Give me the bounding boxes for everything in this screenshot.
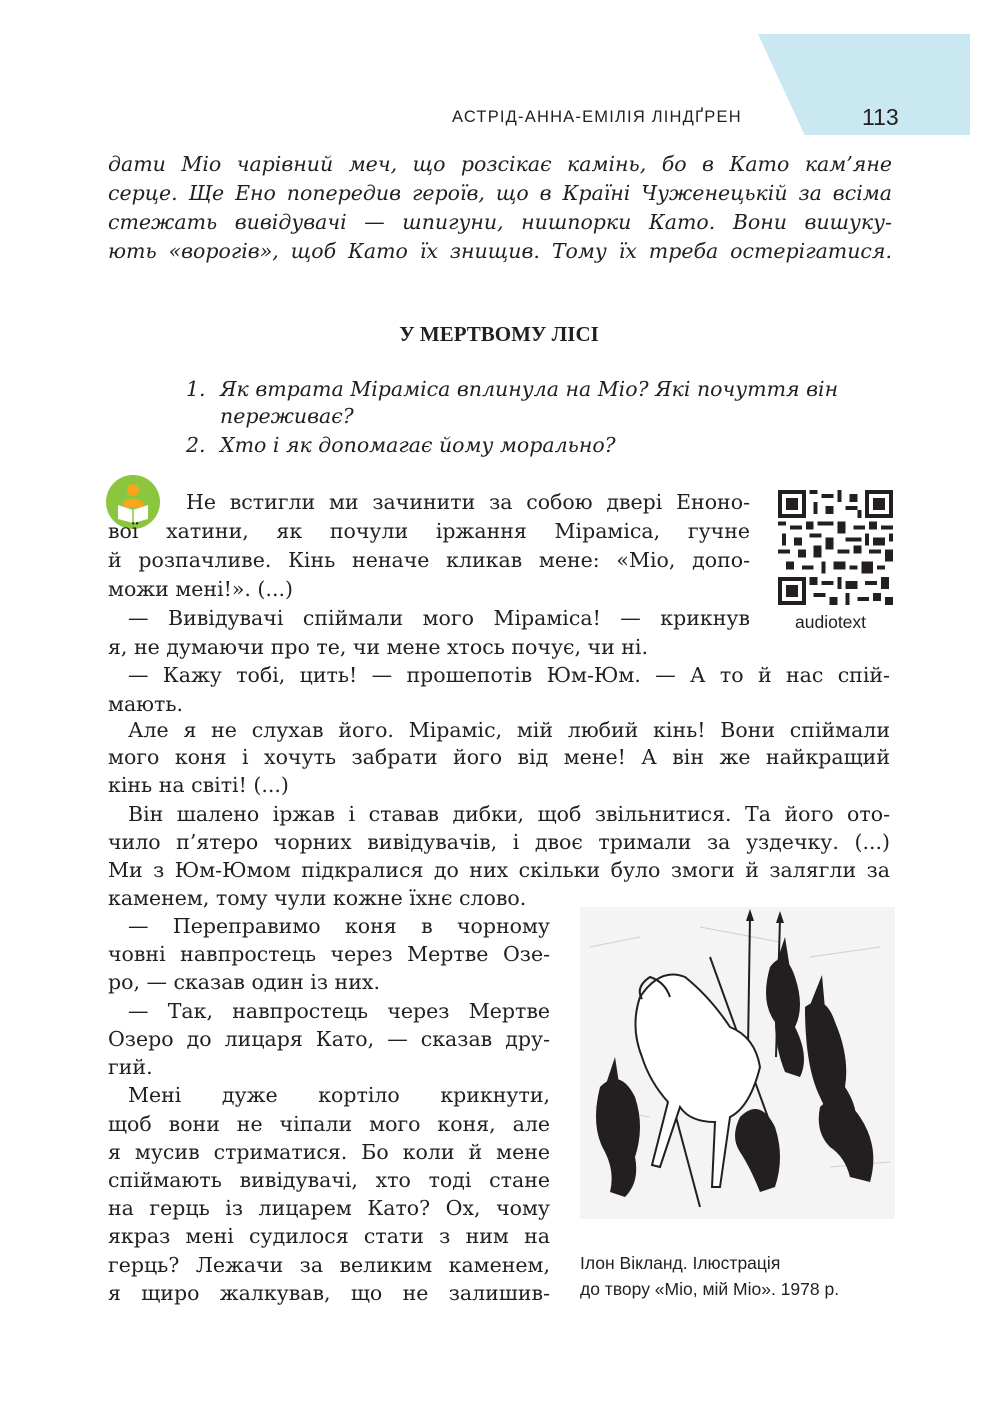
text-line: — Переправимо коня в чорному xyxy=(128,914,550,938)
figure-caption xyxy=(580,1250,839,1302)
intro-paragraph xyxy=(108,150,892,266)
section-title: У МЕРТВОМУ ЛІСІ xyxy=(399,322,599,346)
text-line: я щиро жалкував, що не залишив- xyxy=(108,1281,550,1305)
text-line: я, не думаючи про те, чи мене хтось почує, чи ні. xyxy=(108,635,648,659)
text-line: Він шалено іржав і ставав дибки, щоб звільнитися. Та його ото- xyxy=(128,802,890,826)
question-item xyxy=(186,432,896,459)
question-text: Як втрата Міраміса вплинула на Міо? Які почуття він переживає? xyxy=(220,377,839,428)
qr-code-icon[interactable] xyxy=(778,490,893,605)
text-line: ро, — сказав один із них. xyxy=(108,970,380,994)
intro-line: серце. Ще Ено попередив героїв, що в Країні Чуженецькій за всіма xyxy=(108,181,892,205)
caption-line: до твору «Міо, мій Міо». 1978 р. xyxy=(580,1279,840,1299)
text-line: й розпачливе. Кінь неначе кликав мене: «Міо, допо- xyxy=(108,548,750,572)
text-line: Але я не слухав його. Міраміс, мій любий кінь! Вони спіймали xyxy=(128,718,890,742)
intro-line: стежать вивідувачі — шпигуни, нишпорки Като. Вони вишуку- xyxy=(108,210,892,234)
text-line: Мені дуже кортіло крикнути, xyxy=(128,1083,550,1107)
question-list xyxy=(186,376,896,461)
question-number: 1. xyxy=(186,377,206,401)
text-line: чило п’ятеро чорних вивідувачів, і двоє тримали за уздечку. (...) xyxy=(108,830,890,854)
text-line: я мусив стриматися. Бо коли й мене xyxy=(108,1140,550,1164)
question-text: Хто і як допомагає йому морально? xyxy=(220,433,616,457)
text-line: Озеро до лицаря Като, — сказав дру- xyxy=(108,1027,550,1051)
text-line: — Так, навпростець через Мертве xyxy=(128,999,550,1023)
text-line: вої хатини, як почули іржання Міраміса, гучне xyxy=(108,519,750,543)
text-line: Не встигли ми зачинити за собою двері Еноно- xyxy=(186,490,750,514)
text-line: кінь на світі! (...) xyxy=(108,773,289,797)
text-line: спіймають вивідувачі, хто тоді стане xyxy=(108,1168,550,1192)
page-number: 113 xyxy=(862,104,899,130)
text-line: — Вивідувачі спіймали мого Міраміса! — крикнув xyxy=(128,606,750,630)
text-line: мого коня і хочуть забрати його від мене! А він же найкращий xyxy=(108,745,890,769)
question-number: 2. xyxy=(186,433,206,457)
illustration-image xyxy=(580,907,895,1219)
text-line: щоб вони не чіпали мого коня, але xyxy=(108,1112,550,1136)
text-line: можи мені!». (...) xyxy=(108,577,293,601)
text-line: герць? Лежачи за великим каменем, xyxy=(108,1253,550,1277)
text-line: якраз мені судилося стати з ним на xyxy=(108,1224,550,1248)
qr-label: audiotext xyxy=(795,612,867,632)
text-line: човні навпростець через Мертве Озе- xyxy=(108,942,550,966)
text-line: каменем, тому чули кожне їхнє слово. xyxy=(108,886,527,910)
running-title: АСТРІД-АННА-ЕМІЛІЯ ЛІНДҐРЕН xyxy=(452,108,742,126)
text-line: — Кажу тобі, цить! — прошепотів Юм-Юм. — А то й нас спій- xyxy=(128,663,890,687)
caption-line: Ілон Вікланд. Ілюстрація xyxy=(580,1253,781,1273)
text-line: Ми з Юм-Юмом підкралися до них скільки було змоги й залягли за xyxy=(108,858,890,882)
text-line: мають. xyxy=(108,692,184,716)
text-line: гий. xyxy=(108,1055,153,1079)
intro-line: дати Міо чарівний меч, що розсікає камінь, бо в Като кам’яне xyxy=(108,152,892,176)
text-line: на герць із лицарем Като? Ох, чому xyxy=(108,1196,550,1220)
intro-line: ють «ворогів», щоб Като їх знищив. Тому їх треба остерігатися. xyxy=(108,239,892,263)
question-item xyxy=(186,376,896,430)
